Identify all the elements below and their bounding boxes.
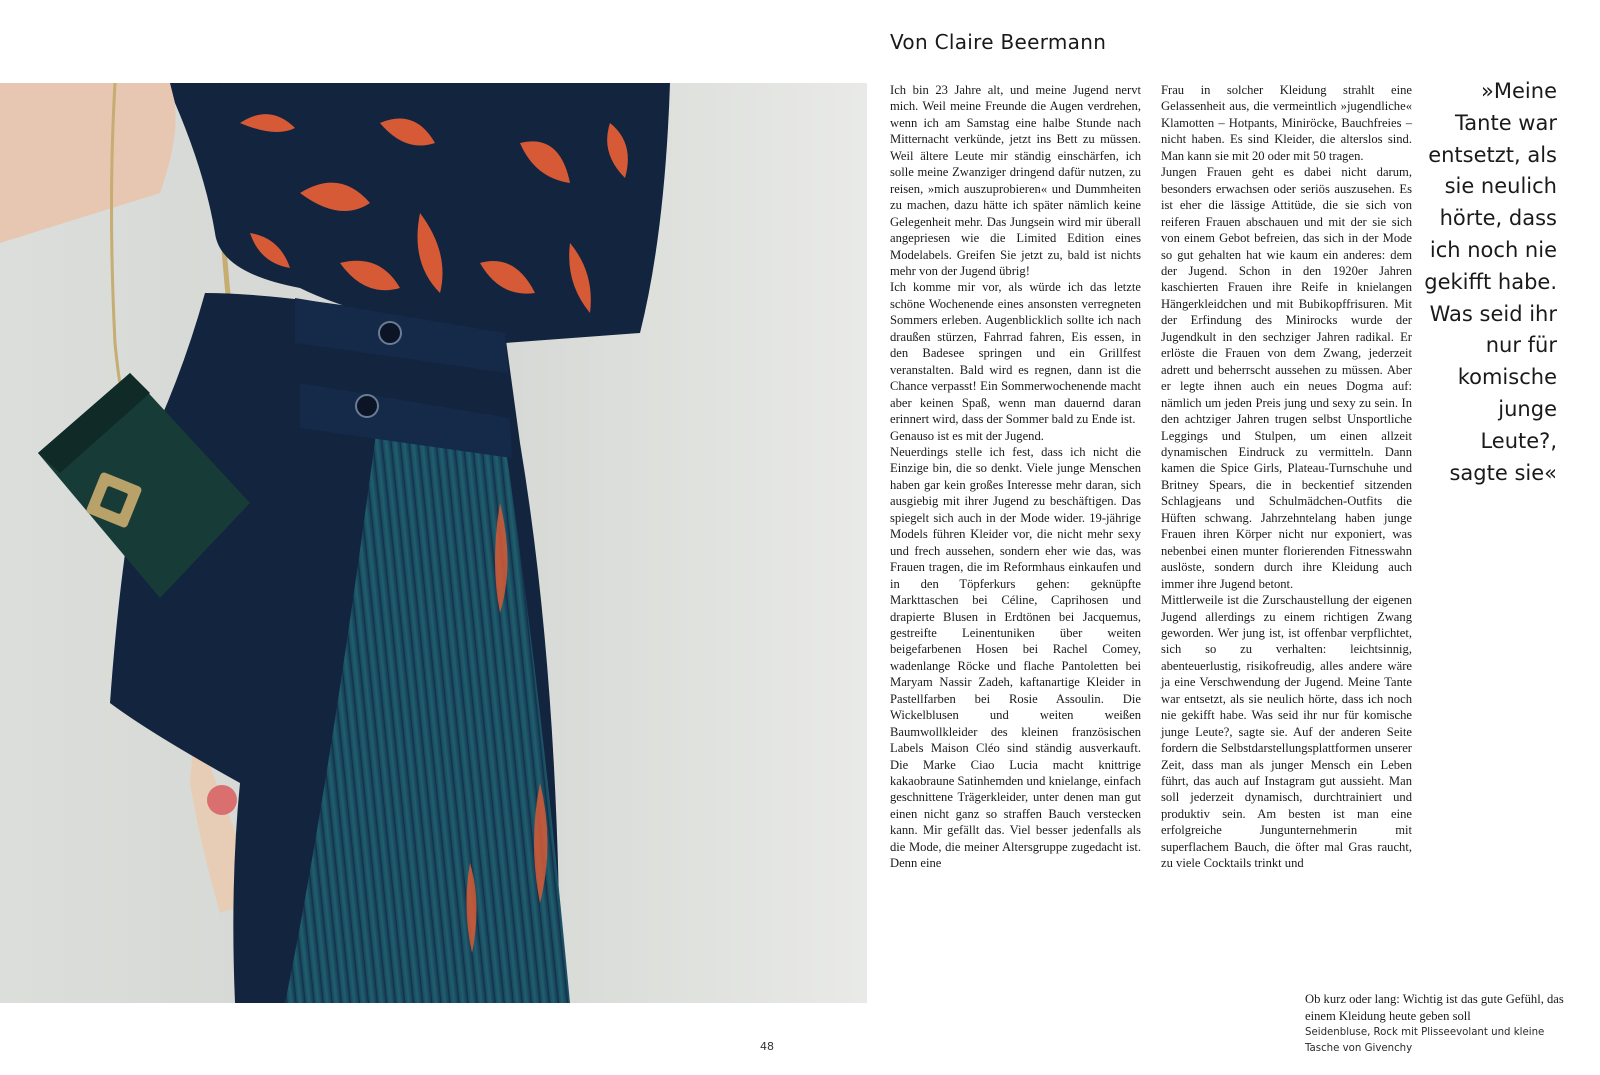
page-number: 48 — [760, 1040, 774, 1053]
fashion-photo-illustration — [0, 83, 867, 1003]
paragraph: Neuerdings stelle ich fest, dass ich nicht die Einzige bin, die so denkt. Viele junge Menschen haben gar kein großes Interesse mehr daran, sich ausgiebig mit ihrer Jugend zu beschäftigen. Das spiegelt sich auch in der Mode wider. 19-jährige Models führen Kleider vor, die nicht mehr sexy und frech aussehen, sondern eher wie das, was Frauen tragen, die im Reformhaus einkaufen und in den Töpferkurs gehen: geknüpfte Markttaschen bei Céline, Caprihosen und drapierte Blusen in Erdtönen bei Jacquemus, gestreifte Leinentuniken über weiten beigefarbenen Hosen bei Rachel Comey, wadenlange Röcke und flache Pantoletten bei Maryam Nassir Zadeh, kaftanartige Kleider in Pastellfarben bei Rosie Assoulin. Die Wickelblusen und weiten weißen Baumwollkleider des kleinen französischen Labels Maison Cléo sind ständig ausverkauft. Die Marke Ciao Lucia macht knittrige kakaobraune Satinhemden und knielange, einfach geschnittene Trägerkleider, unter denen man gut einen nicht ganz so straffen Bauch verstecken kann. Mir gefällt das. Viel besser jedenfalls als die Mode, die meiner Altersgruppe zugedacht ist. Denn eine — [890, 444, 1141, 871]
paragraph: Mittlerweile ist die Zurschaustellung der eigenen Jugend allerdings zu einem richtigen Zwang geworden. Wer jung ist, ist offenbar verpflichtet, sich so zu verhalten: leichtsinnig, abenteuerlustig, risikofreudig, alles andere wäre ja eine Verschwendung der Jugend. Meine Tante war entsetzt, als sie neulich hörte, dass ich noch nie gekifft habe. Was seid ihr nur für komische junge Leute?, sagte sie. Auf der anderen Seite fordern die Selbstdarstellungsplattformen unserer Zeit, dass man als junger Mensch ein Leben führt, das auch auf Instagram gut aussieht. Man soll jederzeit dynamisch, durchtrainiert und produktiv sein. Am besten ist man eine erfolgreiche Jungunternehmerin mit superflachem Bauch, die öfter mal Gras raucht, zu viele Cocktails trinkt und — [1161, 593, 1412, 871]
pull-quote: »Meine Tante war entsetzt, als sie neulich hörte, dass ich noch nie gekifft habe. Was seid ihr nur für komische junge Leute?, sagte sie« — [1424, 79, 1557, 485]
article-column-2 — [1161, 82, 1412, 871]
photo-caption — [1305, 991, 1565, 1057]
button-1 — [379, 322, 401, 344]
paragraph: Jungen Frauen geht es dabei nicht darum, besonders erwachsen oder seriös auszusehen. Es ist eher die lässige Attitüde, die sie sich von reiferen Frauen abschauen und mit der sie sich von einem Gebot befreien, das sich in der Mode so gut gehalten hat wie kaum ein anderes: dem der Jugend. Schon in den 1920er Jahren kaschierten Frauen ihre Reife in knielangen Hängerkleidchen und mit Bubikopffrisuren. Mit der Erfindung des Minirocks wurde der Jugendkult in den sechziger Jahren radikal. Er erlöste die Frauen von dem Zwang, jederzeit adrett und beherrscht aussehen zu müssen. Aber er legte ihnen auch ein neues Dogma auf: nämlich um jeden Preis jung und sexy zu sein. In den achtziger Jahren trugen selbst Unsportliche Leggings und Stulpen, um einen allzeit dynamischen Eindruck zu vermitteln. Dann kamen die Spice Girls, Plateau-Turnschuhe und Britney Spears, die in beckentief sitzenden Schlagjeans und Schulmädchen-Outfits die Hüften schwang. Jahrzehntelang haben junge Frauen ihren Körper nicht nur exponiert, was nebenbei einen munter florierenden Fitnesswahn auslöste, sondern durch ihre Kleidung auch immer ihre Jugend betont. — [1161, 165, 1412, 591]
article-column-1 — [890, 82, 1141, 871]
article-byline: Von Claire Beermann — [890, 30, 1107, 54]
caption-title: Ob kurz oder lang: Wichtig ist das gute Gefühl, das einem Kleidung heute geben soll — [1305, 992, 1564, 1023]
paragraph: Frau in solcher Kleidung strahlt eine Gelassenheit aus, die vermeintlich »jugendliche« Klamotten – Hotpants, Miniröcke, Bauchfreies – nicht haben. Es sind Kleider, die alterslos sind. Man kann sie mit 20 oder mit 50 tragen. — [1161, 83, 1412, 163]
fashion-photo — [0, 83, 867, 1003]
paragraph: Ich komme mir vor, als würde ich das letzte schöne Wochenende eines ansonsten verregneten Sommers erleben. Augenblicklich sollte ich nach draußen stürzen, Fahrrad fahren, Eis essen, in den Badesee springen und ein Grillfest veranstalten. Bald wird es regnen, dann ist die Chance verpasst! Ein Sommerwochenende macht aber keinen Spaß, wenn man dauernd daran erinnert wird, dass der Sommer bald zu Ende ist. — [890, 280, 1141, 427]
paragraph: Genauso ist es mit der Jugend. — [890, 428, 1044, 443]
paragraph: Ich bin 23 Jahre alt, und meine Jugend nervt mich. Weil meine Freunde die Augen verdrehen, wenn ich am Samstag eine halbe Stunde nach Mitternacht verkünde, jetzt ins Bett zu müssen. Weil ältere Leute mir ständig einschärfen, ich solle meine Zwanziger dringend dafür nutzen, zu reisen, »mich auszuprobieren« und Dummheiten zu machen, dazu hätte ich später nämlich keine Gelegenheit mehr. Das Jungsein wird mir überall angepriesen wie die Limited Edition eines Modelabels. Greifen Sie jetzt zu, bald ist nichts mehr von der Jugend übrig! — [890, 83, 1141, 278]
button-2 — [356, 395, 378, 417]
caption-credit: Seidenbluse, Rock mit Plisseevolant und kleine Tasche von Givenchy — [1305, 1027, 1545, 1054]
